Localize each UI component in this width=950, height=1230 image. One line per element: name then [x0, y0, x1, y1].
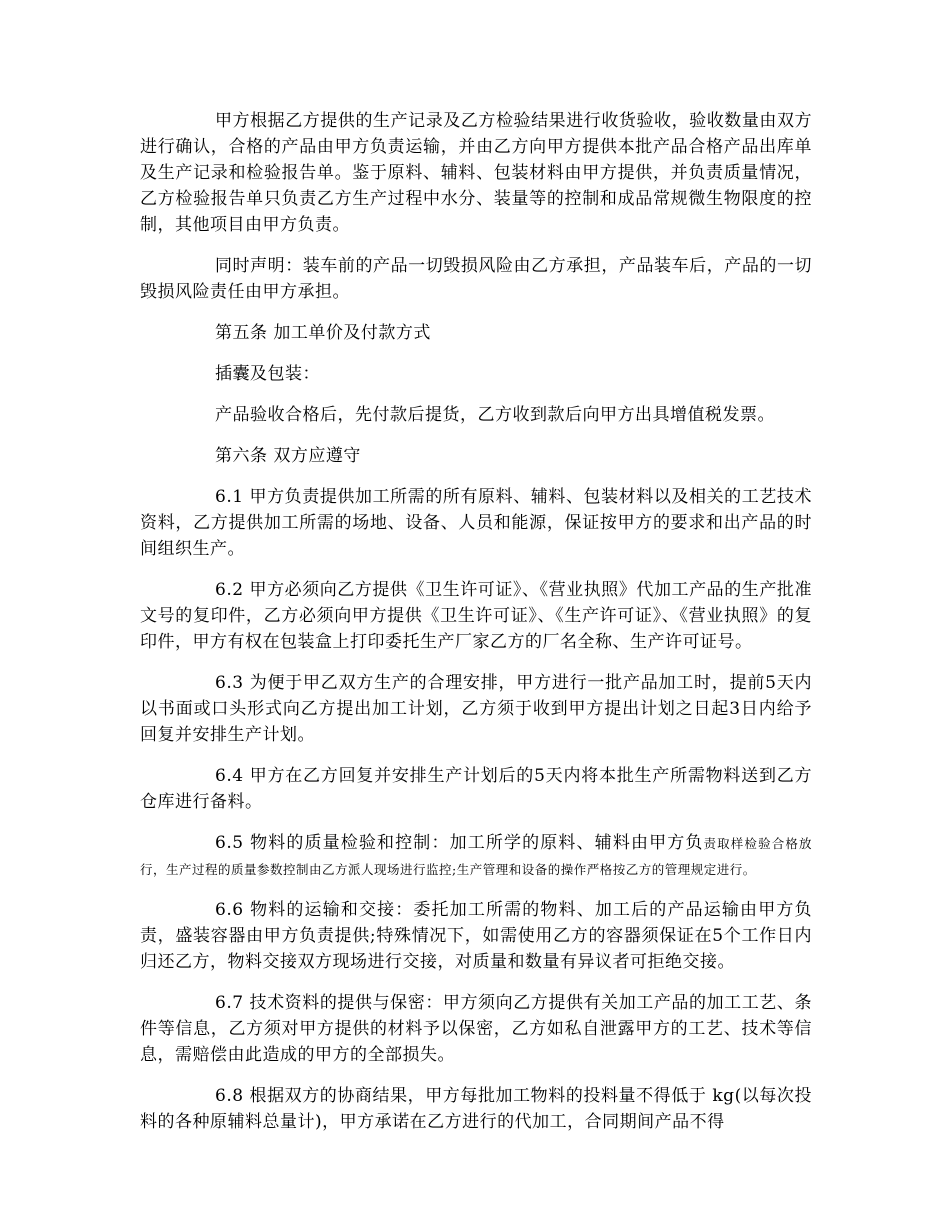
- clause-6-1: 6.1 甲方负责提供加工所需的所有原料、辅料、包装材料以及相关的工艺技术资料，乙方提供加工所需的场地、设备、人员和能源，保证按甲方的要求和出产品的时间组织生产。: [140, 487, 812, 559]
- paragraph-packaging: 插囊及包装：: [215, 364, 320, 384]
- paragraph-acceptance: 甲方根据乙方提供的生产记录及乙方检验结果进行收货验收，验收数量由双方进行确认，合格的产品由甲方负责运输，并由乙方向甲方提供本批产品合格产品出库单及生产记录和检验报告单。鉴于原料、辅料、包装材料由甲方提供，并负责质量情况，乙方检验报告单只负责乙方生产过程中水分、装量等的控制和成品常规微生物限度的控制，其他项目由甲方负责。: [140, 111, 812, 235]
- contract-page: [140, 108, 812, 1150]
- clause-6-5-main: 6.5 物料的质量检验和控制：加工所学的原料、辅料由甲方负: [215, 833, 704, 853]
- clause-6-5-small-text: 责取样检验合格放行，生产过程的质量参数控制由乙方派人现场进行监控;生产管理和设备的操作严格按乙方的管理规定进行。: [140, 836, 812, 877]
- article-6-heading: 第六条 双方应遵守: [215, 446, 361, 466]
- clause-6-4: 6.4 甲方在乙方回复并安排生产计划后的5天内将本批生产所需物料送到乙方仓库进行备料。: [140, 766, 812, 812]
- paragraph-payment: 产品验收合格后，先付款后提货，乙方收到款后向甲方出具增值税发票。: [215, 405, 775, 425]
- clause-6-8: 6.8 根据双方的协商结果，甲方每批加工物料的投料量不得低于 kg(以每次投料的各种原辅料总量计)，甲方承诺在乙方进行的代加工，合同期间产品不得: [140, 1086, 812, 1132]
- clause-6-3: 6.3 为便于甲乙双方生产的合理安排，甲方进行一批产品加工时，提前5天内以书面或口头形式向乙方提出加工计划，乙方须于收到甲方提出计划之日起3日内给予回复并安排生产计划。: [140, 673, 812, 745]
- clause-6-5: [140, 830, 812, 882]
- clause-6-6: 6.6 物料的运输和交接：委托加工所需的物料、加工后的产品运输由甲方负责，盛装容器由甲方负责提供;特殊情况下，如需使用乙方的容器须保证在5个工作日内归还乙方，物料交接双方现场进行交接，对质量和数量有异议者可拒绝交接。: [140, 900, 812, 972]
- article-5-heading: 第五条 加工单价及付款方式: [215, 323, 431, 343]
- clause-6-2: 6.2 甲方必须向乙方提供《卫生许可证》、《营业执照》代加工产品的生产批准文号的复印件，乙方必须向甲方提供《卫生许可证》、《生产许可证》、《营业执照》的复印件，甲方有权在包装盒上打印委托生产厂家乙方的厂名全称、生产许可证号。: [140, 580, 812, 652]
- clause-6-7: 6.7 技术资料的提供与保密：甲方须向乙方提供有关加工产品的加工工艺、条件等信息，乙方须对甲方提供的材料予以保密，乙方如私自泄露甲方的工艺、技术等信息，需赔偿由此造成的甲方的全部损失。: [140, 993, 812, 1065]
- paragraph-risk-statement: 同时声明：装车前的产品一切毁损风险由乙方承担，产品装车后，产品的一切毁损风险责任由甲方承担。: [140, 256, 812, 302]
